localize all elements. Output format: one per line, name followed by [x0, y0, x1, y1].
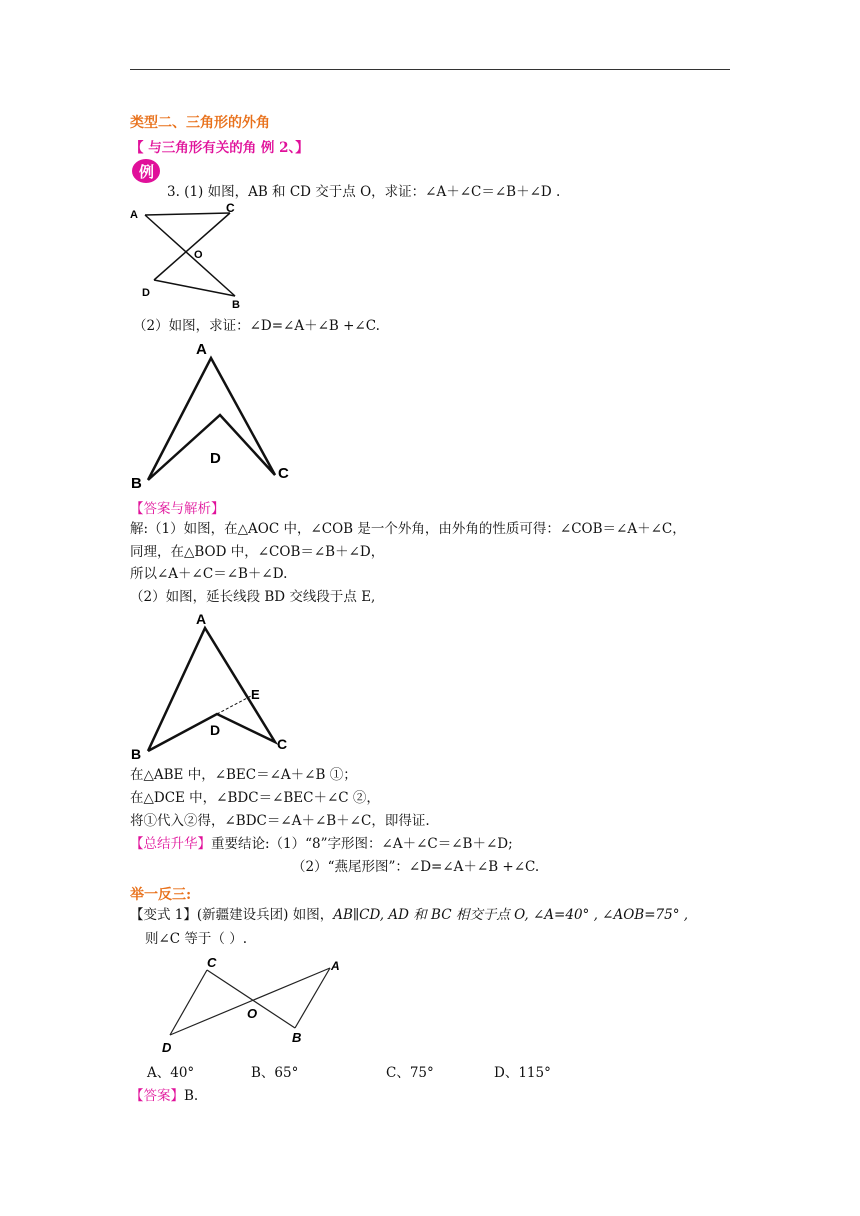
problem-part1: 3. (1) 如图，AB 和 CD 交于点 O，求证：∠A＋∠C＝∠B＋∠D .	[167, 184, 561, 200]
option-d: D、115°	[494, 1065, 551, 1081]
figure-eight-shape	[125, 200, 255, 315]
fig4-label-a: A	[331, 959, 340, 973]
option-b: B、65°	[251, 1065, 299, 1081]
header-rule	[130, 69, 730, 70]
option-a: A、40°	[147, 1065, 195, 1081]
fig2-label-a: A	[196, 341, 207, 358]
variant-line-2: 则∠C 等于（ ）.	[145, 931, 248, 947]
solution-line-1: 解:（1）如图，在△AOC 中，∠COB 是一个外角，由外角的性质可得：∠COB＝∠A＋∠C，	[130, 521, 686, 537]
variant-text: AB∥CD, AD 和 BC 相交于点 O, ∠A=40° , ∠AOB=75° ,	[333, 907, 689, 923]
fig3-label-e: E	[251, 687, 260, 702]
related-tag: 【 与三角形有关的角 例 2、】	[130, 140, 309, 156]
variant-source: (新疆建设兵团) 如图，	[196, 907, 334, 923]
summary-tag: 【总结升华】	[130, 836, 211, 852]
summary-lead: 重要结论:（1）“8”字形图：∠A＋∠C＝∠B＋∠D;	[211, 836, 513, 852]
example-badge-icon	[131, 158, 161, 184]
fig3-label-a: A	[196, 611, 207, 627]
final-answer-tag: 【答案】	[130, 1088, 184, 1104]
solution-line-6: 在△DCE 中，∠BDC＝∠BEC＋∠C ②，	[130, 790, 380, 806]
fig1-label-d: D	[142, 287, 150, 299]
final-answer-line	[130, 1087, 198, 1105]
solution-line-7: 将①代入②得，∠BDC＝∠A＋∠B＋∠C，即得证.	[130, 813, 430, 829]
fig2-label-b: B	[131, 475, 142, 492]
summary-line-2: （2）“燕尾形图”：∠D=∠A＋∠B +∠C.	[292, 859, 540, 875]
fig3-label-d: D	[210, 722, 221, 738]
fig1-label-a: A	[130, 209, 138, 221]
example-badge-text: 例	[139, 164, 155, 181]
figure-dovetail-extended	[125, 608, 305, 763]
answer-tag: 【答案与解析】	[130, 501, 225, 517]
variant-line-1	[130, 906, 688, 924]
solution-line-5: 在△ABE 中，∠BEC＝∠A＋∠B ①；	[130, 767, 357, 783]
fig4-label-d: D	[162, 1040, 172, 1055]
practice-title: 举一反三:	[130, 887, 192, 903]
figure-dovetail	[125, 338, 305, 493]
fig2-label-c: C	[278, 465, 289, 482]
fig4-label-o: O	[247, 1006, 258, 1021]
fig1-label-o: O	[194, 249, 203, 261]
fig4-label-b: B	[292, 1030, 302, 1045]
final-answer: B.	[184, 1088, 199, 1104]
option-c: C、75°	[386, 1065, 434, 1081]
variant-tag: 【变式 1】	[130, 907, 197, 923]
figure-parallel-crossing	[155, 950, 355, 1060]
solution-line-3: 所以∠A＋∠C＝∠B＋∠D.	[130, 566, 288, 582]
section-title: 类型二、三角形的外角	[130, 115, 270, 131]
solution-line-2: 同理，在△BOD 中，∠COB＝∠B＋∠D，	[130, 544, 385, 560]
fig1-label-b: B	[232, 299, 240, 311]
fig2-label-d: D	[210, 450, 221, 467]
solution-line-4: （2）如图，延长线段 BD 交线段于点 E,	[130, 589, 376, 605]
problem-part2: （2）如图，求证：∠D=∠A＋∠B +∠C.	[133, 318, 380, 334]
fig3-label-c: C	[277, 736, 288, 752]
fig4-label-c: C	[207, 955, 217, 970]
fig3-label-b: B	[131, 746, 142, 762]
fig1-label-c: C	[226, 201, 235, 215]
summary-line-1	[130, 835, 513, 853]
